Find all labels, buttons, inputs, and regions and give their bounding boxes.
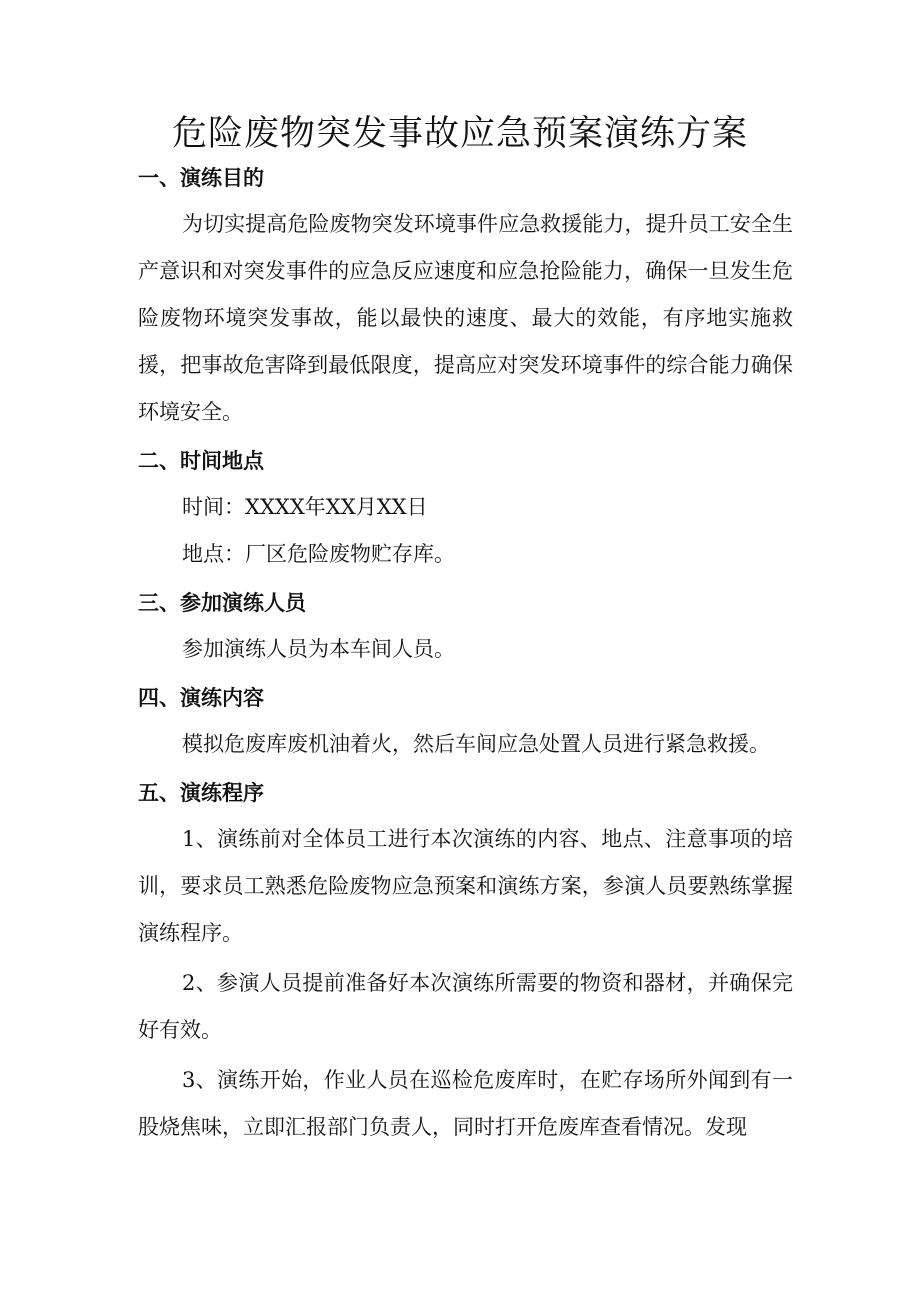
paragraph: 时间：XXXX年XX月XX日: [182, 495, 428, 519]
section-time-location: [138, 439, 793, 578]
section-heading: 四、演练内容: [138, 686, 264, 710]
section-heading: 一、演练目的: [138, 166, 264, 190]
section-heading: 二、时间地点: [138, 449, 264, 473]
section-heading: 三、参加演练人员: [138, 591, 306, 615]
section-content: [138, 676, 793, 768]
paragraph: 地点：厂区危险废物贮存库。: [182, 542, 455, 566]
paragraph: 为切实提高危险废物突发环境事件应急救援能力，提升员工安全生产意识和对突发事件的应急反应速度和应急抢险能力，确保一旦发生危险废物环境突发事故，能以最快的速度、最大的效能，有序地实施救援，把事故危害降到最低限度，提高应对突发环境事件的综合能力确保环境安全。: [138, 212, 793, 424]
paragraph: 3、演练开始，作业人员在巡检危废库时，在贮存场所外闻到有一股烧焦味，立即汇报部门负责人，同时打开危废库查看情况。发现: [138, 1068, 793, 1139]
section-heading: 五、演练程序: [138, 781, 264, 805]
paragraph: 模拟危废库废机油着火，然后车间应急处置人员进行紧急救援。: [182, 732, 770, 756]
document-body: [138, 156, 793, 1151]
paragraph: 1、演练前对全体员工进行本次演练的内容、地点、注意事项的培训，要求员工熟悉危险废物应急预案和演练方案，参演人员要熟练掌握演练程序。: [138, 827, 793, 945]
paragraph: 2、参演人员提前准备好本次演练所需要的物资和器材，并确保完好有效。: [138, 971, 793, 1042]
paragraph: 参加演练人员为本车间人员。: [182, 637, 455, 661]
document-title: 危险废物突发事故应急预案演练方案: [171, 114, 748, 154]
section-procedure: [138, 771, 793, 1151]
section-purpose: [138, 156, 793, 436]
section-participants: [138, 581, 793, 673]
